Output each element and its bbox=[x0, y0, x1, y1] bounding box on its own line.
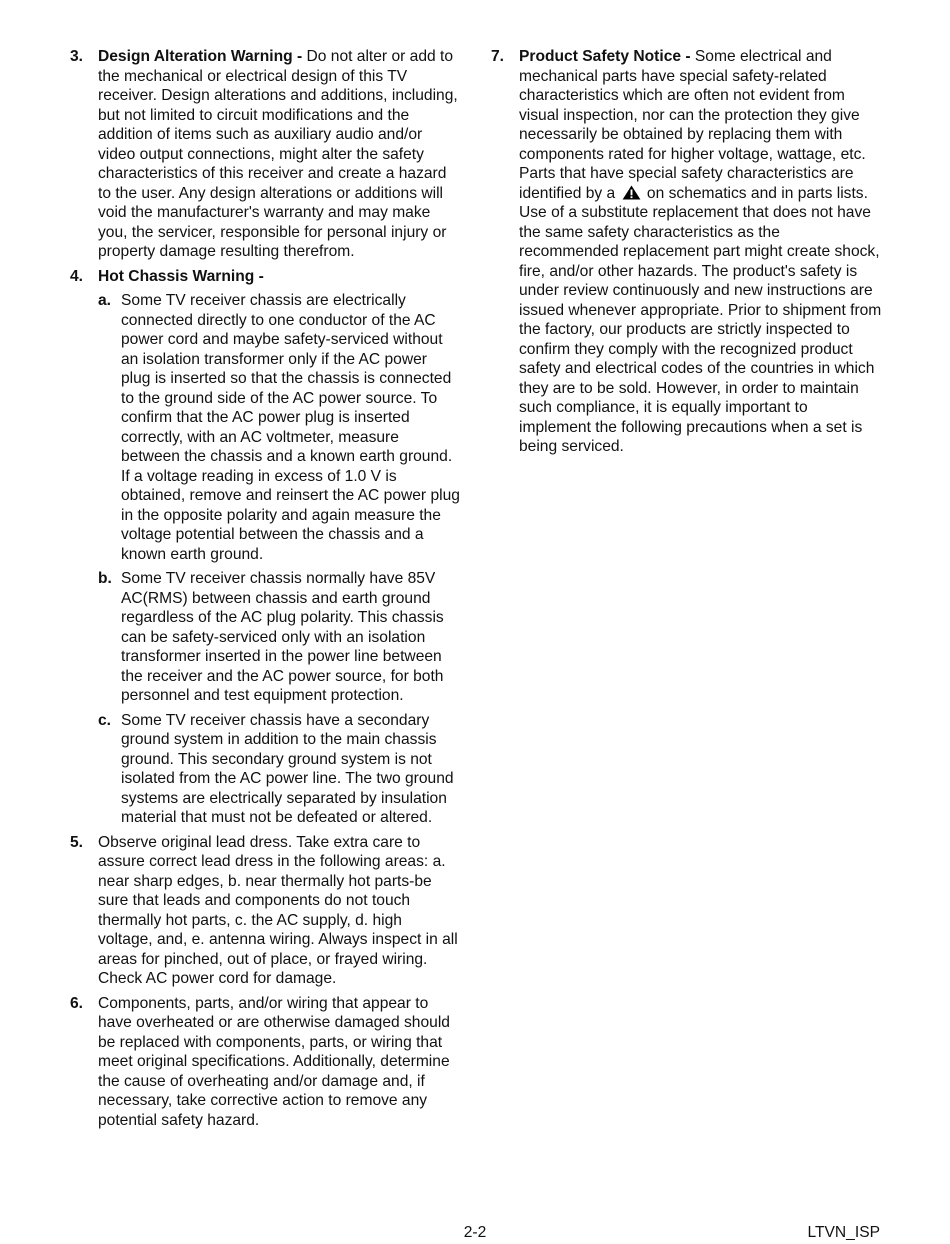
subitem-letter: b. bbox=[98, 570, 112, 587]
item-product-safety-notice bbox=[491, 47, 883, 457]
item-number: 5. bbox=[70, 833, 84, 851]
item-heading: Design Alteration Warning - bbox=[98, 48, 303, 65]
item-design-alteration-warning bbox=[70, 47, 460, 262]
item-heading: Hot Chassis Warning - bbox=[98, 267, 264, 285]
item-text-part1: Some electrical and mechanical parts have special safety-related characteristics which are often not evident from visual inspection, nor can the protection they give necessarily be obtained by replacing them with components rated for higher voltage, wattage, etc. Parts that have special safety characteristics are identified by a bbox=[519, 48, 866, 202]
item-number: 6. bbox=[70, 994, 84, 1012]
right-column bbox=[491, 47, 883, 462]
item-hot-chassis-warning bbox=[70, 267, 460, 828]
item-lead-dress bbox=[70, 833, 460, 989]
item-number: 3. bbox=[70, 48, 84, 65]
item-damaged-components bbox=[70, 994, 460, 1131]
document-code: LTVN_ISP bbox=[807, 1224, 880, 1241]
subitem-a bbox=[98, 291, 460, 564]
item-heading: Product Safety Notice - bbox=[519, 48, 691, 65]
left-column bbox=[70, 47, 460, 1135]
item-text: Do not alter or add to the mechanical or electrical design of this TV receiver. Design alterations and additions, including, but not limited to circuit modifications and the addition of items such as auxiliary audio and/or video output connections, might alter the safety characteristics of this receiver and create a hazard to the user. Any design alterations or additions will void the manufacturer's warranty and may make you, the servicer, responsible for personal injury or property damage resulting therefrom. bbox=[98, 48, 458, 260]
subitem-b bbox=[98, 569, 460, 706]
item-text: Components, parts, and/or wiring that appear to have overheated or are otherwise damaged should be replaced with components, parts, or wiring that meet original specifications. Additionally, determine the cause of overheating and/or damage and, if necessary, take corrective action to remove any potential safety hazard. bbox=[98, 994, 450, 1129]
subitem-letter: a. bbox=[98, 292, 112, 309]
item-text-part2: on schematics and in parts lists. Use of a substitute replacement that does not have the same safety characteristics as the recommended replacement part might create shock, fire, and/or other hazards. The product's safety is under review continuously and new instructions are issued whenever appropriate. Prior to shipment from the factory, our products are strictly inspected to confirm they comply with the recognized product safety and electrical codes of the countries in which they are to be sold. However, in order to maintain such compliance, it is equally important to implement the following precautions when a set is being serviced. bbox=[519, 184, 882, 455]
item-number: 7. bbox=[491, 48, 505, 65]
item-number: 4. bbox=[70, 267, 84, 285]
subitem-text: Some TV receiver chassis normally have 85V AC(RMS) between chassis and earth ground regardless of the AC plug polarity. This chassis can be safety-serviced only with an isolation transformer inserted in the power line between the receiver and the AC power source, for both personnel and test equipment protection. bbox=[121, 570, 444, 704]
item-text: Observe original lead dress. Take extra care to assure correct lead dress in the following areas: a. near sharp edges, b. near thermally hot parts-be sure that leads and components do not touch thermally hot parts, c. the AC supply, d. high voltage, and, e. antenna wiring. Always inspect in all areas for pinched, out of place, or frayed wiring. Check AC power cord for damage. bbox=[98, 833, 458, 987]
page-number: 2-2 bbox=[463, 1224, 487, 1241]
subitem-text: Some TV receiver chassis are electrically connected directly to one conductor of the AC power cord and maybe safety-serviced without an isolation transformer only if the AC power plug is inserted so that the chassis is connected to the ground side of the AC power source. To confirm that the AC power plug is inserted correctly, with an AC voltmeter, measure between the chassis and a known earth ground. If a voltage reading in excess of 1.0 V is obtained, remove and reinsert the AC power plug in the opposite polarity and again measure the voltage potential between the chassis and a known earth ground. bbox=[121, 292, 460, 563]
warning-triangle-icon bbox=[622, 185, 641, 200]
subitem-letter: c. bbox=[98, 711, 112, 729]
subitem-c bbox=[98, 711, 460, 828]
subitem-text: Some TV receiver chassis have a secondary ground system in addition to the main chassis ground. This secondary ground system is not isolated from the AC power line. The two ground systems are electrically separated by insulation material that must not be defeated or altered. bbox=[121, 711, 454, 826]
